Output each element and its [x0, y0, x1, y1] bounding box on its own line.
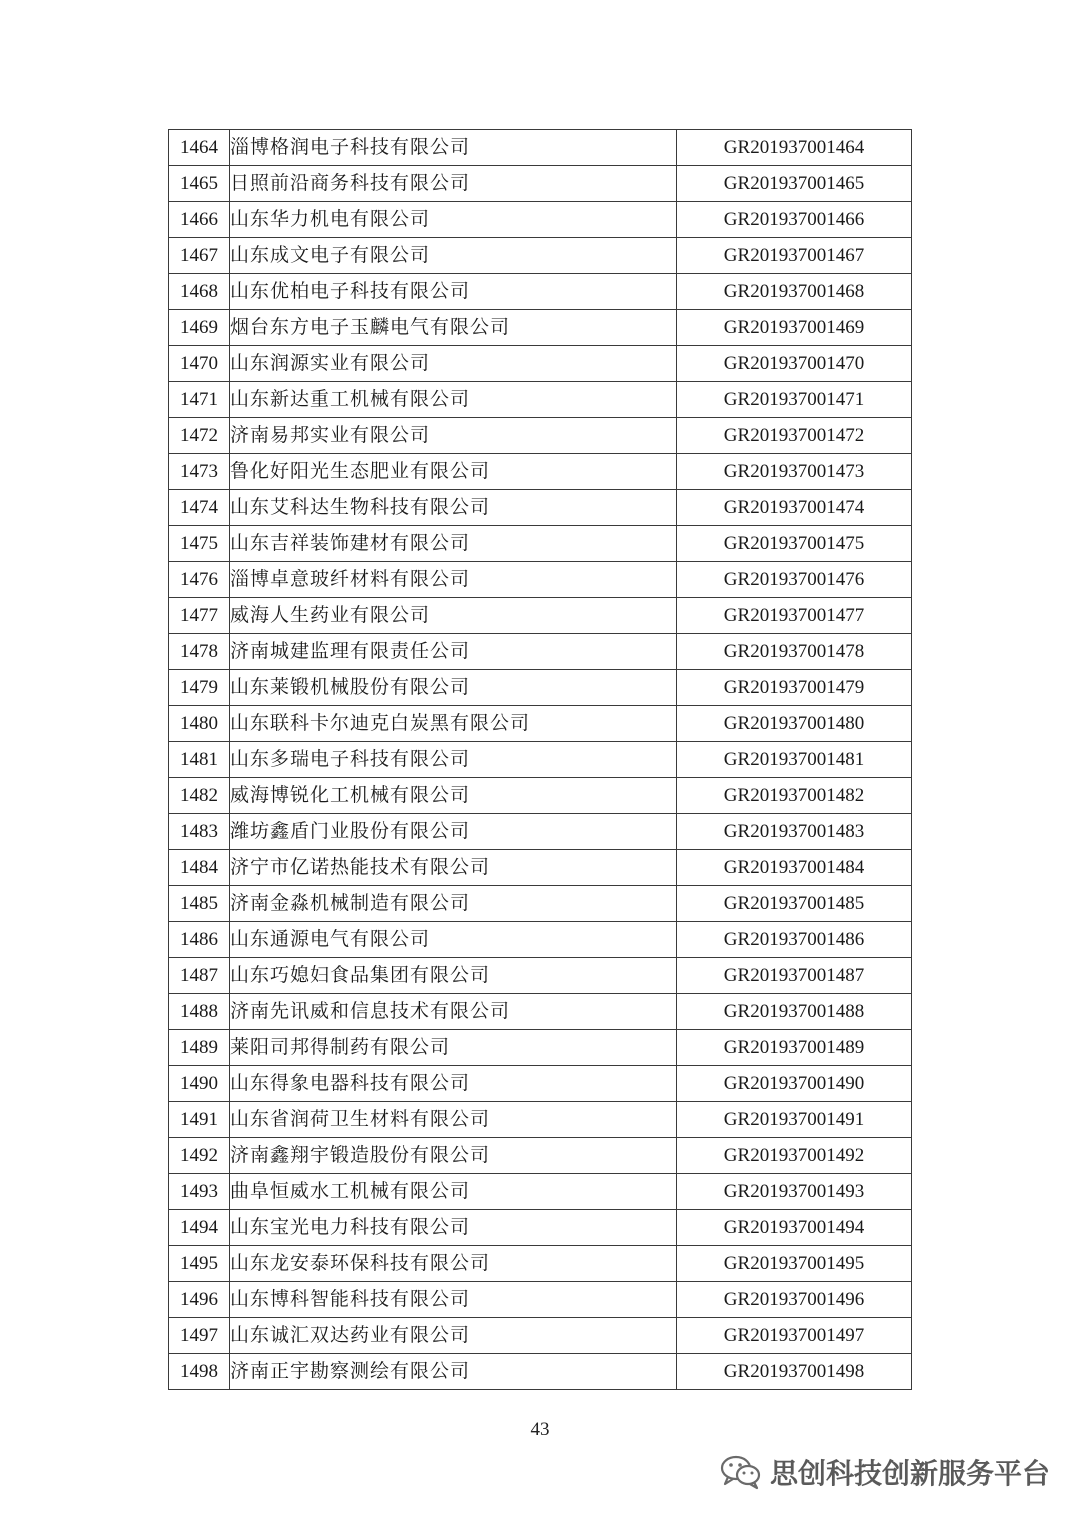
company-name: 淄博格润电子科技有限公司	[230, 130, 677, 166]
certificate-number: GR201937001473	[677, 454, 912, 490]
certificate-number: GR201937001479	[677, 670, 912, 706]
row-number: 1487	[169, 958, 230, 994]
company-name: 山东巧媳妇食品集团有限公司	[230, 958, 677, 994]
certificate-number: GR201937001492	[677, 1138, 912, 1174]
row-number: 1466	[169, 202, 230, 238]
row-number: 1471	[169, 382, 230, 418]
certificate-number: GR201937001474	[677, 490, 912, 526]
table-row	[169, 1354, 912, 1390]
company-name: 莱阳司邦得制药有限公司	[230, 1030, 677, 1066]
row-number: 1488	[169, 994, 230, 1030]
wechat-icon	[720, 1454, 762, 1490]
company-name: 济南金淼机械制造有限公司	[230, 886, 677, 922]
certificate-number: GR201937001481	[677, 742, 912, 778]
table-row	[169, 958, 912, 994]
certificate-number: GR201937001485	[677, 886, 912, 922]
table-row	[169, 670, 912, 706]
table-row	[169, 562, 912, 598]
company-name: 山东艾科达生物科技有限公司	[230, 490, 677, 526]
company-name: 山东成文电子有限公司	[230, 238, 677, 274]
company-name: 山东优柏电子科技有限公司	[230, 274, 677, 310]
table-row	[169, 1282, 912, 1318]
row-number: 1498	[169, 1354, 230, 1390]
row-number: 1484	[169, 850, 230, 886]
company-name: 日照前沿商务科技有限公司	[230, 166, 677, 202]
certificate-number: GR201937001483	[677, 814, 912, 850]
table-row	[169, 850, 912, 886]
row-number: 1480	[169, 706, 230, 742]
certificate-number: GR201937001464	[677, 130, 912, 166]
row-number: 1493	[169, 1174, 230, 1210]
certificate-number: GR201937001472	[677, 418, 912, 454]
row-number: 1496	[169, 1282, 230, 1318]
table-row	[169, 742, 912, 778]
certificate-number: GR201937001470	[677, 346, 912, 382]
table-row	[169, 1138, 912, 1174]
row-number: 1477	[169, 598, 230, 634]
table-row	[169, 1210, 912, 1246]
table-row	[169, 490, 912, 526]
row-number: 1490	[169, 1066, 230, 1102]
company-name: 济南正宇勘察测绘有限公司	[230, 1354, 677, 1390]
row-number: 1478	[169, 634, 230, 670]
row-number: 1481	[169, 742, 230, 778]
company-name: 济南先讯威和信息技术有限公司	[230, 994, 677, 1030]
table-row	[169, 994, 912, 1030]
row-number: 1472	[169, 418, 230, 454]
watermark-text: 思创科技创新服务平台	[769, 1457, 1050, 1490]
certificate-number: GR201937001482	[677, 778, 912, 814]
table-body	[169, 130, 912, 1390]
table-row	[169, 1174, 912, 1210]
certificate-number: GR201937001488	[677, 994, 912, 1030]
certificate-number: GR201937001490	[677, 1066, 912, 1102]
table-row	[169, 202, 912, 238]
row-number: 1469	[169, 310, 230, 346]
certificate-number: GR201937001466	[677, 202, 912, 238]
table-row	[169, 130, 912, 166]
certificate-number: GR201937001494	[677, 1210, 912, 1246]
table-row	[169, 238, 912, 274]
row-number: 1475	[169, 526, 230, 562]
table-row	[169, 166, 912, 202]
company-name: 山东华力机电有限公司	[230, 202, 677, 238]
company-name: 山东诚汇双达药业有限公司	[230, 1318, 677, 1354]
page-number: 43	[530, 1419, 550, 1440]
company-name: 烟台东方电子玉麟电气有限公司	[230, 310, 677, 346]
company-name: 曲阜恒威水工机械有限公司	[230, 1174, 677, 1210]
certificate-number: GR201937001496	[677, 1282, 912, 1318]
row-number: 1482	[169, 778, 230, 814]
company-name: 潍坊鑫盾门业股份有限公司	[230, 814, 677, 850]
company-name: 鲁化好阳光生态肥业有限公司	[230, 454, 677, 490]
company-name: 山东博科智能科技有限公司	[230, 1282, 677, 1318]
company-registry-table	[168, 129, 912, 1390]
table-row	[169, 454, 912, 490]
table-row	[169, 1066, 912, 1102]
row-number: 1464	[169, 130, 230, 166]
watermark	[720, 1452, 1050, 1492]
table-row	[169, 1318, 912, 1354]
certificate-number: GR201937001493	[677, 1174, 912, 1210]
company-name: 济南城建监理有限责任公司	[230, 634, 677, 670]
company-name: 山东吉祥装饰建材有限公司	[230, 526, 677, 562]
table-row	[169, 346, 912, 382]
row-number: 1491	[169, 1102, 230, 1138]
row-number: 1483	[169, 814, 230, 850]
certificate-number: GR201937001487	[677, 958, 912, 994]
certificate-number: GR201937001467	[677, 238, 912, 274]
table-row	[169, 274, 912, 310]
row-number: 1486	[169, 922, 230, 958]
certificate-number: GR201937001465	[677, 166, 912, 202]
row-number: 1494	[169, 1210, 230, 1246]
table-row	[169, 418, 912, 454]
table-row	[169, 1102, 912, 1138]
table-row	[169, 922, 912, 958]
row-number: 1467	[169, 238, 230, 274]
table-row	[169, 778, 912, 814]
certificate-number: GR201937001476	[677, 562, 912, 598]
certificate-number: GR201937001486	[677, 922, 912, 958]
company-name: 山东润源实业有限公司	[230, 346, 677, 382]
certificate-number: GR201937001497	[677, 1318, 912, 1354]
certificate-number: GR201937001469	[677, 310, 912, 346]
company-name: 山东多瑞电子科技有限公司	[230, 742, 677, 778]
table-row	[169, 814, 912, 850]
row-number: 1474	[169, 490, 230, 526]
certificate-number: GR201937001484	[677, 850, 912, 886]
certificate-number: GR201937001498	[677, 1354, 912, 1390]
certificate-number: GR201937001475	[677, 526, 912, 562]
row-number: 1497	[169, 1318, 230, 1354]
certificate-number: GR201937001471	[677, 382, 912, 418]
table-row	[169, 1246, 912, 1282]
certificate-number: GR201937001477	[677, 598, 912, 634]
company-name: 济南鑫翔宇锻造股份有限公司	[230, 1138, 677, 1174]
row-number: 1476	[169, 562, 230, 598]
company-name: 山东联科卡尔迪克白炭黑有限公司	[230, 706, 677, 742]
row-number: 1489	[169, 1030, 230, 1066]
certificate-number: GR201937001495	[677, 1246, 912, 1282]
table-row	[169, 634, 912, 670]
row-number: 1470	[169, 346, 230, 382]
row-number: 1479	[169, 670, 230, 706]
company-name: 济南易邦实业有限公司	[230, 418, 677, 454]
company-name: 山东得象电器科技有限公司	[230, 1066, 677, 1102]
company-name: 山东通源电气有限公司	[230, 922, 677, 958]
company-name: 威海博锐化工机械有限公司	[230, 778, 677, 814]
company-name: 山东莱锻机械股份有限公司	[230, 670, 677, 706]
company-name: 山东龙安泰环保科技有限公司	[230, 1246, 677, 1282]
row-number: 1492	[169, 1138, 230, 1174]
company-name: 山东新达重工机械有限公司	[230, 382, 677, 418]
company-name: 山东宝光电力科技有限公司	[230, 1210, 677, 1246]
row-number: 1473	[169, 454, 230, 490]
company-name: 淄博卓意玻纤材料有限公司	[230, 562, 677, 598]
certificate-number: GR201937001480	[677, 706, 912, 742]
certificate-number: GR201937001478	[677, 634, 912, 670]
table-row	[169, 886, 912, 922]
table-row	[169, 598, 912, 634]
table-row	[169, 382, 912, 418]
company-name: 山东省润荷卫生材料有限公司	[230, 1102, 677, 1138]
row-number: 1468	[169, 274, 230, 310]
certificate-number: GR201937001491	[677, 1102, 912, 1138]
table-row	[169, 526, 912, 562]
certificate-number: GR201937001489	[677, 1030, 912, 1066]
row-number: 1495	[169, 1246, 230, 1282]
table-row	[169, 1030, 912, 1066]
table-row	[169, 706, 912, 742]
company-name: 威海人生药业有限公司	[230, 598, 677, 634]
table-row	[169, 310, 912, 346]
row-number: 1485	[169, 886, 230, 922]
certificate-number: GR201937001468	[677, 274, 912, 310]
company-name: 济宁市亿诺热能技术有限公司	[230, 850, 677, 886]
row-number: 1465	[169, 166, 230, 202]
